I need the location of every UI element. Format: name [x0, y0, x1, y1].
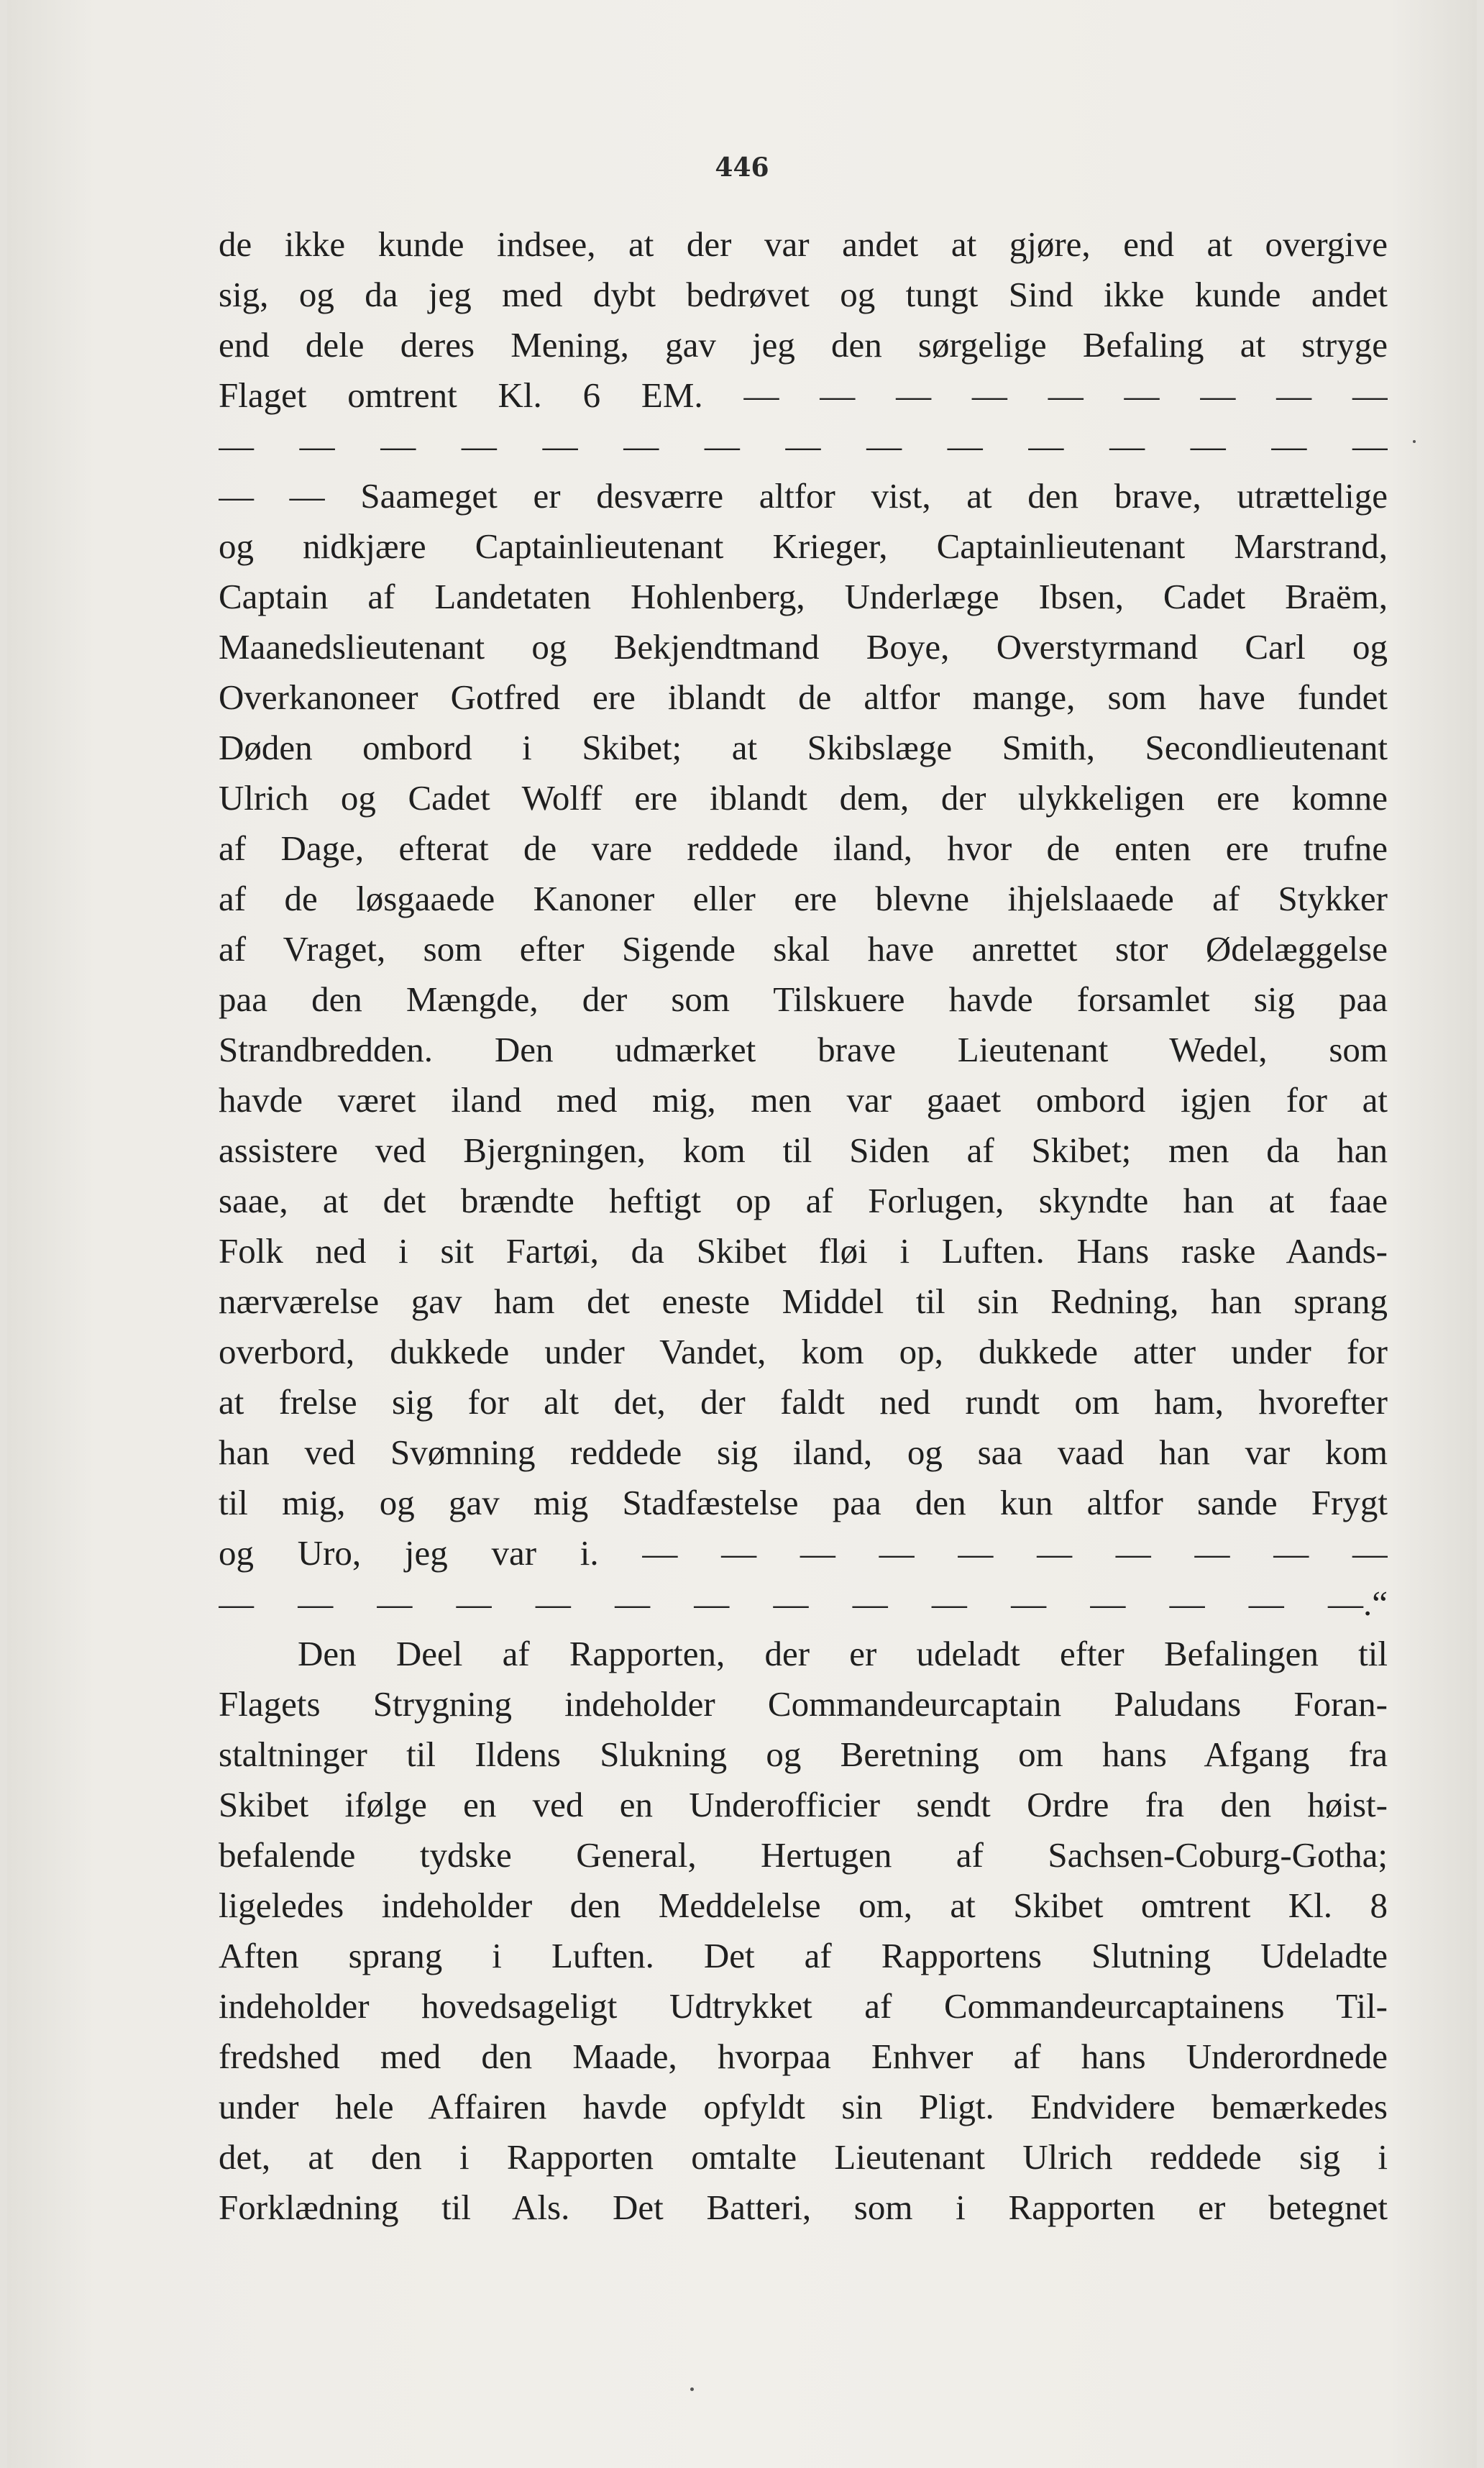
ink-speck: [690, 2387, 694, 2391]
text-line: staltninger til Ildens Slukning og Beretning om hans Afgang fra: [219, 1735, 1388, 1774]
text-line: overbord, dukkede under Vandet, kom op, dukkede atter under for: [219, 1332, 1388, 1371]
text-line: Aften sprang i Luften. Det af Rapportens Slutning Udeladte: [219, 1936, 1388, 1975]
text-line: — — Saameget er desværre altfor vist, at den brave, utrættelige: [219, 476, 1388, 516]
text-line: til mig, og gav mig Stadfæstelse paa den kun altfor sande Frygt: [219, 1483, 1388, 1522]
text-line: at frelse sig for alt det, der faldt ned rundt om ham, hvorefter: [219, 1382, 1388, 1422]
ink-speck: [1413, 440, 1416, 443]
text-line: Strandbredden. Den udmærket brave Lieutenant Wedel, som: [219, 1030, 1388, 1069]
text-line: Overkanoneer Gotfred ere iblandt de altfor mange, som have fundet: [219, 677, 1388, 717]
text-line: Maanedslieutenant og Bekjendtmand Boye, Overstyrmand Carl og: [219, 627, 1388, 667]
text-line: af Dage, efterat de vare reddede iland, hvor de enten ere trufne: [219, 828, 1388, 868]
text-line: Ulrich og Cadet Wolff ere iblandt dem, der ulykkeligen ere komne: [219, 778, 1388, 818]
book-page: [7, 0, 1477, 2468]
text-line: sig, og da jeg med dybt bedrøvet og tungt Sind ikke kunde andet: [219, 275, 1388, 314]
text-line: Forklædning til Als. Det Batteri, som i Rapporten er betegnet: [219, 2188, 1388, 2227]
text-line: havde været iland med mig, men var gaaet ombord igjen for at: [219, 1080, 1388, 1120]
text-line: under hele Affairen havde opfyldt sin Pligt. Endvidere bemærkedes: [219, 2087, 1388, 2126]
text-line: Captain af Landetaten Hohlenberg, Underlæge Ibsen, Cadet Braëm,: [219, 577, 1388, 616]
dash-line: — — — — — — — — — — — — — — —: [219, 426, 1388, 465]
text-line: af de løsgaaede Kanoner eller ere blevne ihjelslaaede af Stykker: [219, 879, 1388, 918]
page-number: 446: [715, 152, 769, 183]
body-text: [219, 219, 1388, 2233]
text-line: assistere ved Bjergningen, kom til Siden af Skibet; men da han: [219, 1130, 1388, 1170]
text-line: Døden ombord i Skibet; at Skibslæge Smith, Secondlieutenant: [219, 728, 1388, 767]
text-line: Skibet ifølge en ved en Underofficier sendt Ordre fra den høist-: [219, 1785, 1388, 1824]
text-line: af Vraget, som efter Sigende skal have anrettet stor Ødelæggelse: [219, 929, 1388, 969]
text-line: paa den Mængde, der som Tilskuere havde forsamlet sig paa: [219, 979, 1388, 1019]
text-line: befalende tydske General, Hertugen af Sachsen-Coburg-Gotha;: [219, 1835, 1388, 1875]
text-line: Flaget omtrent Kl. 6 EM. — — — — — — — — —: [219, 375, 1388, 415]
text-line: og nidkjære Captainlieutenant Krieger, Captainlieutenant Marstrand,: [219, 526, 1388, 566]
text-line: Flagets Strygning indeholder Commandeurcaptain Paludans Foran-: [219, 1684, 1388, 1724]
text-line: han ved Svømning reddede sig iland, og saa vaad han var kom: [219, 1432, 1388, 1472]
text-line: fredshed med den Maade, hvorpaa Enhver af hans Underordnede: [219, 2037, 1388, 2076]
text-line: det, at den i Rapporten omtalte Lieutenant Ulrich reddede sig i: [219, 2137, 1388, 2177]
text-line: Folk ned i sit Fartøi, da Skibet fløi i Luften. Hans raske Aands-: [219, 1231, 1388, 1271]
text-line: og Uro, jeg var i. — — — — — — — — — —: [219, 1533, 1388, 1573]
text-line: ligeledes indeholder den Meddelelse om, at Skibet omtrent Kl. 8: [219, 1886, 1388, 1925]
text-line: saae, at det brændte heftigt op af Forlugen, skyndte han at faae: [219, 1181, 1388, 1220]
text-line: indeholder hovedsageligt Udtrykket af Commandeurcaptainens Til-: [219, 1986, 1388, 2026]
text-line: nærværelse gav ham det eneste Middel til sin Redning, han sprang: [219, 1281, 1388, 1321]
paragraph-start-line: Den Deel af Rapporten, der er udeladt efter Befalingen til: [298, 1634, 1388, 1673]
dash-line: — — — — — — — — — — — — — — —.“: [219, 1583, 1388, 1623]
text-line: de ikke kunde indsee, at der var andet at gjøre, end at overgive: [219, 224, 1388, 264]
text-line: end dele deres Mening, gav jeg den sørgelige Befaling at stryge: [219, 325, 1388, 365]
